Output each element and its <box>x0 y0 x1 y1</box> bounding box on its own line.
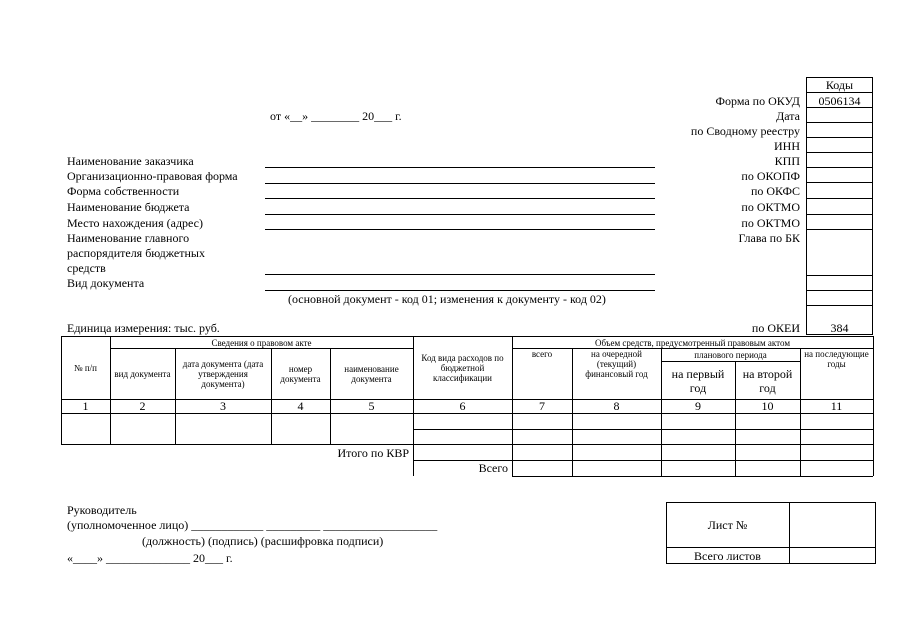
code-label-kpp: КПП <box>774 154 800 168</box>
col-number-3: 3 <box>220 399 226 413</box>
total-sheets-label: Всего листов <box>694 549 761 563</box>
code-label-inn: ИНН <box>774 139 800 153</box>
fill-line[interactable] <box>265 290 655 291</box>
field-ownership: Форма собственности <box>67 184 180 198</box>
code-label-registry: по Сводному реестру <box>690 124 800 138</box>
col-first-year: на первый год <box>671 366 725 395</box>
fill-line[interactable] <box>265 214 655 215</box>
doc-type-note: (основной документ - код 01; изменения к документу - код 02) <box>288 292 606 306</box>
col-number-1: 1 <box>82 399 89 413</box>
col-doc-name: наименование документа <box>344 364 399 384</box>
signature-head: Руководитель <box>67 503 137 517</box>
total-all-label: Всего <box>478 461 508 475</box>
sheet-number-label: Лист № <box>707 518 748 532</box>
fill-line[interactable] <box>265 274 655 275</box>
col-second-year: на второй год <box>742 366 793 395</box>
col-number-10: 10 <box>761 399 774 413</box>
col-number-11: 11 <box>830 399 843 413</box>
col-num: № п/п <box>74 363 97 373</box>
col-number-2: 2 <box>139 399 146 413</box>
fill-line[interactable] <box>265 229 655 230</box>
code-label-okfs: по ОКФС <box>750 184 800 198</box>
field-legal-form: Организационно-правовая форма <box>67 169 238 183</box>
col-doc-date: дата документа (дата утверждения документа) <box>182 359 264 389</box>
okud-code-value: 0506134 <box>818 94 861 108</box>
field-main-manager-3: средств <box>67 261 106 275</box>
col-doc-number: номер документа <box>280 364 321 384</box>
code-label-oktmo-2: по ОКТМО <box>741 216 800 230</box>
okei-label: по ОКЕИ <box>751 321 800 335</box>
group-legal-act: Сведения о правовом акте <box>211 337 312 348</box>
field-address: Место нахождения (адрес) <box>67 216 204 230</box>
col-next-years: на последующие годы <box>804 349 869 369</box>
okei-code-value: 384 <box>830 321 849 335</box>
col-number-4: 4 <box>297 399 304 413</box>
field-main-manager-1: Наименование главного <box>67 231 190 245</box>
col-number-9: 9 <box>695 399 701 413</box>
code-label-okud: Форма по ОКУД <box>715 94 800 108</box>
signature-captions: (должность) (подпись) (расшифровка подписи) <box>142 534 384 548</box>
fill-line[interactable] <box>265 198 655 199</box>
col-number-7: 7 <box>539 399 545 413</box>
code-label-glava-bk: Глава по БК <box>738 231 800 245</box>
col-total: всего <box>531 349 553 359</box>
total-by-kvr-label: Итого по КВР <box>337 446 409 460</box>
codes-box <box>806 77 873 335</box>
code-label-date: Дата <box>776 109 800 123</box>
col-number-8: 8 <box>613 399 620 413</box>
codes-header: Коды <box>825 78 854 92</box>
field-doc-type: Вид документа <box>67 276 145 290</box>
fill-line[interactable] <box>265 183 655 184</box>
field-customer-name: Наименование заказчика <box>67 154 194 168</box>
col-expense-code: Код вида расходов по бюджетной классификации <box>421 353 504 383</box>
col-number-5: 5 <box>368 399 375 413</box>
col-number-6: 6 <box>459 399 466 413</box>
code-label-okopf: по ОКОПФ <box>741 169 800 183</box>
col-current-year: на очередной (текущий) финансовый год <box>585 349 648 379</box>
field-budget-name: Наименование бюджета <box>67 200 190 214</box>
field-main-manager-2: распорядителя бюджетных <box>67 246 205 260</box>
group-planned-period: планового периода <box>694 350 767 360</box>
group-volume: Объем средств, предусмотренный правовым актом <box>594 337 791 348</box>
code-label-oktmo-1: по ОКТМО <box>741 200 800 214</box>
signature-date[interactable]: «____» ______________ 20___ г. <box>67 551 233 565</box>
col-doc-kind: вид документа <box>114 369 171 379</box>
signature-authorized-line[interactable]: (уполномоченное лицо) ____________ _________ ___________________ <box>67 518 438 532</box>
document-date-line: от «__» ________ 20___ г. <box>270 109 402 123</box>
unit-of-measure: Единица измерения: тыс. руб. <box>67 321 220 335</box>
fill-line[interactable] <box>265 167 655 168</box>
